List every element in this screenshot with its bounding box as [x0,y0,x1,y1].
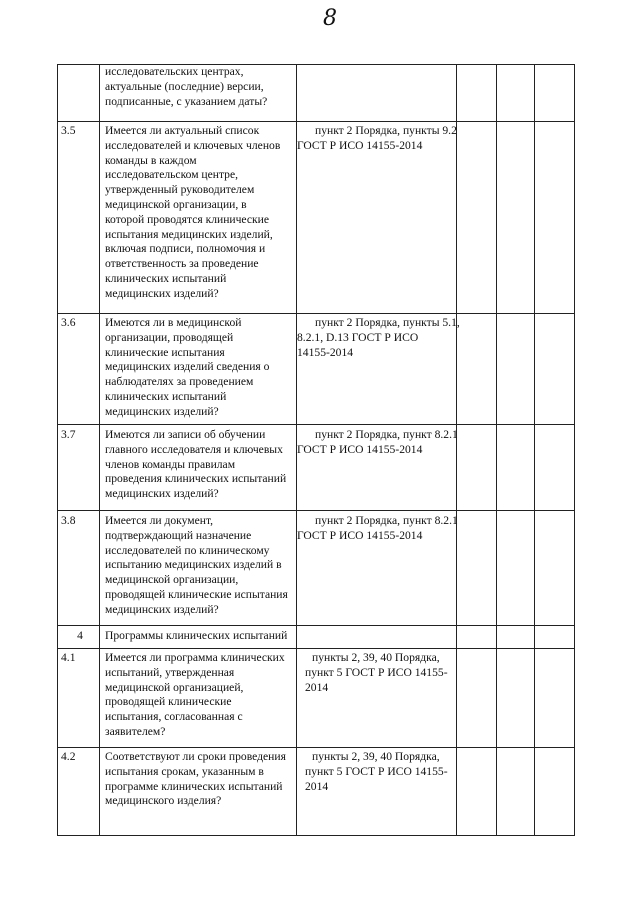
table-row [58,511,575,626]
answer-yes-cell [457,314,497,425]
answer-no-cell [497,314,535,425]
question-text-line: исследовательском центре, [105,168,239,182]
answer-no-cell [497,122,535,314]
table-row [58,65,575,122]
question-text-line: проведения клинических испытаний [105,472,287,486]
reference-text-line: пункт 2 Порядка, пункт 8.2.1 [315,514,458,527]
answer-na-cell [535,122,575,314]
reference-cell [297,649,457,748]
answer-na-cell [535,425,575,511]
item-number-cell [58,314,100,425]
item-number: 4 [77,629,83,642]
answer-yes-cell [457,65,497,122]
question-text-line: испытаний, утвержденная [105,665,235,679]
question-text-line: медицинских изделий? [105,487,219,501]
answer-no-cell [497,425,535,511]
question-text-line: медицинской организацией, [105,680,244,694]
item-number-cell [58,748,100,836]
answer-no-cell [497,511,535,626]
question-text-line: наблюдателях за проведением [105,375,254,389]
answer-na-cell [535,748,575,836]
answer-na-cell [535,511,575,626]
question-text-line: которой проводятся клинические [105,212,269,226]
table-row [58,425,575,511]
reference-cell [297,748,457,836]
answer-no-cell [497,748,535,836]
answer-na-cell [535,626,575,649]
question-text-line: ответственность за проведение [105,257,259,271]
question-text-line: Имеется ли программа клинических [105,651,285,664]
answer-yes-cell [457,425,497,511]
reference-cell [297,314,460,425]
reference-text-line: 14155-2014 [297,345,354,359]
question-cell [100,65,297,122]
reference-text-line: пункт 5 ГОСТ Р ИСО 14155- [305,665,448,679]
question-cell [100,626,297,649]
answer-no-cell [497,65,535,122]
reference-text-line: ГОСТ Р ИСО 14155-2014 [297,138,423,152]
item-number-cell [58,511,100,626]
question-text-line: испытания срокам, указанным в [105,764,264,778]
answer-na-cell [535,65,575,122]
answer-yes-cell [457,122,497,314]
question-text-line: клинических испытаний [105,271,227,285]
question-text-line: проводящей клинические [105,695,232,709]
question-cell [100,425,297,511]
question-cell [100,122,297,314]
question-text-line: исследователей по клиническому [105,543,270,557]
question-text-line: Имеются ли в медицинской [105,316,242,329]
answer-no-cell [497,649,535,748]
reference-text-line: ГОСТ Р ИСО 14155-2014 [297,442,423,456]
reference-text-line: пункт 2 Порядка, пункты 5.1, [315,316,460,329]
item-number-cell [58,122,100,314]
question-text-line: проводящей клинические испытания [105,587,288,601]
question-text-line: испытания, согласованная с [105,710,243,724]
question-text-line: исследователей и ключевых членов [105,138,281,152]
question-text-line: заявителем? [105,724,166,738]
reference-text-line: 2014 [305,779,329,793]
question-text-line: медицинских изделий? [105,404,219,418]
reference-cell [297,626,457,649]
reference-text-line: пункт 2 Порядка, пункт 8.2.1 [315,428,458,441]
checklist-table [57,64,575,836]
reference-text-line: пункт 5 ГОСТ Р ИСО 14155- [305,764,448,778]
question-text-line: членов команды правилам [105,457,236,471]
question-text-line: исследовательских центрах, [105,65,244,78]
reference-text-line: ГОСТ Р ИСО 14155-2014 [297,528,423,542]
reference-text-line: 8.2.1, D.13 ГОСТ Р ИСО [297,330,419,344]
question-text-line: Имеется ли актуальный список [105,124,260,137]
item-number: 4.2 [61,750,76,763]
question-text-line: клинических испытаний [105,389,227,403]
answer-na-cell [535,314,575,425]
answer-yes-cell [457,649,497,748]
question-text-line: Имеется ли документ, [105,514,214,527]
question-text-line: медицинских изделий? [105,602,219,616]
item-number: 3.6 [61,316,76,329]
question-text-line: включая подписи, полномочия и [105,242,266,256]
item-number-cell [58,425,100,511]
answer-yes-cell [457,511,497,626]
item-number-cell [58,626,100,649]
item-number-cell [58,65,100,122]
question-text-line: медицинского изделия? [105,794,222,808]
question-text-line: клинические испытания [105,345,225,359]
question-cell [100,314,297,425]
question-text-line: Имеются ли записи об обучении [105,428,266,441]
item-number: 3.7 [61,428,76,441]
question-text-line: команды в каждом [105,153,197,167]
question-text-line: программе клинических испытаний [105,779,283,793]
reference-text-line: 2014 [305,680,329,694]
question-cell [100,748,297,836]
item-number-cell [58,649,100,748]
answer-no-cell [497,626,535,649]
item-number: 3.8 [61,514,76,527]
question-text-line: медицинской организации, [105,573,239,587]
question-text-line: подписанные, с указанием даты? [105,94,268,108]
question-text-line: Соответствуют ли сроки проведения [105,750,286,763]
section-header-row [58,626,575,649]
question-text-line: организации, проводящей [105,330,234,344]
question-text-line: актуальные (последние) версии, [105,79,264,93]
question-text-line: утвержденный руководителем [105,183,255,197]
question-text-line: испытания медицинских изделий, [105,227,273,241]
page-number: 8 [323,6,337,31]
reference-cell [297,122,457,314]
answer-yes-cell [457,626,497,649]
table-row [58,122,575,314]
item-number: 3.5 [61,124,76,137]
table-row [58,748,575,836]
item-number: 4.1 [61,651,76,664]
answer-yes-cell [457,748,497,836]
question-cell [100,511,297,626]
reference-cell [297,425,457,511]
question-text-line: медицинских изделий? [105,286,219,300]
reference-cell [297,65,457,122]
question-text-line: медицинской организации, в [105,197,247,211]
reference-text-line: пункты 2, 39, 40 Порядка, [312,750,440,763]
reference-cell [297,511,457,626]
question-text-line: испытанию медицинских изделий в [105,558,282,572]
reference-text-line: пункт 2 Порядка, пункты 9.2 [315,124,457,137]
table-row [58,314,575,425]
question-text-line: Программы клинических испытаний [105,629,288,642]
question-text-line: медицинских изделий сведения о [105,360,270,374]
question-text-line: подтверждающий назначение [105,528,252,542]
answer-na-cell [535,649,575,748]
table-row [58,649,575,748]
question-cell [100,649,297,748]
reference-text-line: пункты 2, 39, 40 Порядка, [312,651,440,664]
question-text-line: главного исследователя и ключевых [105,442,283,456]
